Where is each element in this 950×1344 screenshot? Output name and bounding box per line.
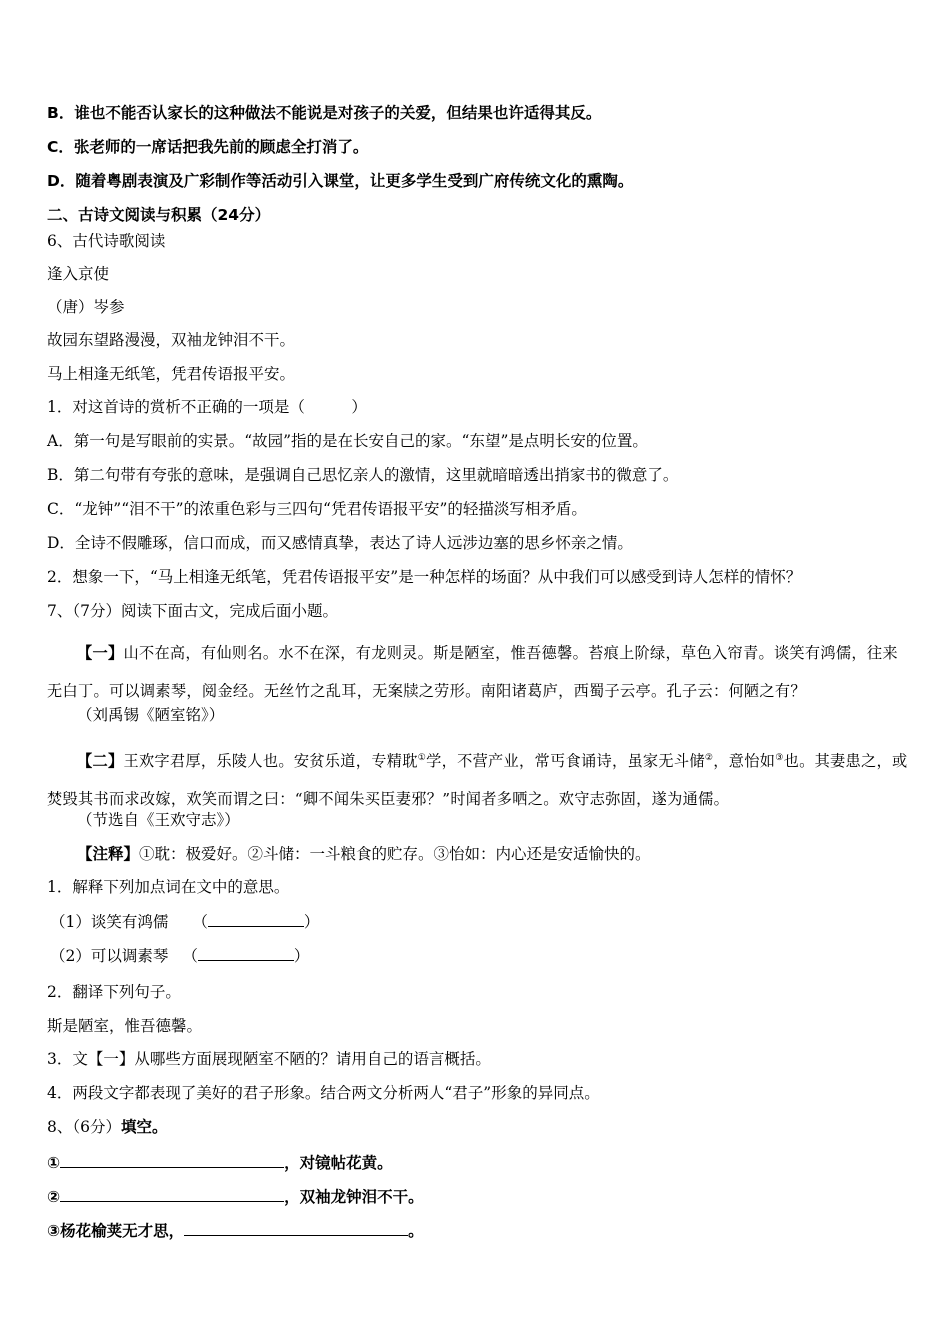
question-7-title: 7、（7分）阅读下面古文，完成后面小题。	[47, 602, 338, 620]
question-6-title: 6、古代诗歌阅读	[47, 232, 166, 250]
option-b: B．谁也不能否认家长的这种做法不能说是对孩子的关爱，但结果也许适得其反。	[47, 104, 602, 122]
poem-line-1: 故园东望路漫漫，双袖龙钟泪不干。	[47, 331, 296, 349]
translate-sentence: 斯是陋室，惟吾德馨。	[47, 1017, 203, 1035]
text-1-source: （刘禹锡《陋室铭》）	[77, 706, 225, 724]
question-8-number: 8、（6分）	[47, 1118, 121, 1136]
note-ref-3: ③	[775, 753, 784, 763]
annotation-label: 【注释】	[77, 845, 140, 863]
question-7-item-1	[50, 910, 910, 932]
question-7-sub-4: 4．两段文字都表现了美好的君子形象。结合两文分析两人“君子”形象的异同点。	[47, 1084, 600, 1102]
text-2-part-d: 也。其妻患之，或焚毁其书而求改嫁，欢笑而谓之曰：“卿不闻朱买臣妻邪？”时闻者多哂之。欢守志弥固，遂为通儒。	[47, 752, 908, 809]
fill-blank-2[interactable]	[60, 1185, 284, 1202]
question-8-instruction: 填空。	[120, 1118, 168, 1136]
item-1-label: （1）谈笑有鸿儒	[50, 913, 169, 931]
option-c: C．张老师的一席话把我先前的顾虑全打消了。	[47, 138, 369, 156]
text-1-label: 【一】	[77, 644, 124, 662]
note-ref-2: ②	[704, 753, 714, 763]
question-6-sub-1: 1．对这首诗的赏析不正确的一项是（ ）	[47, 398, 367, 416]
answer-blank-1[interactable]	[208, 910, 304, 927]
annotation-text: ①耽：极爱好。②斗储：一斗粮食的贮存。③怡如：内心还是安适愉快的。	[139, 845, 651, 863]
answer-blank-2[interactable]	[198, 944, 294, 961]
fill-item-3	[47, 1219, 910, 1241]
item-2-label: （2）可以调素琴	[50, 947, 169, 965]
fill-item-1-text: ，对镜帖花黄。	[284, 1154, 393, 1172]
fill-blank-1[interactable]	[60, 1151, 284, 1168]
poem-line-2: 马上相逢无纸笔，凭君传语报平安。	[47, 365, 296, 383]
question-7-sub-3: 3．文【一】从哪些方面展现陋室不陋的？请用自己的语言概括。	[47, 1050, 491, 1068]
paren-open: （	[182, 947, 198, 965]
fill-item-3-text: ③杨花榆荚无才思，	[47, 1222, 185, 1240]
text-2-part-b: 学，不营产业，常丐食诵诗，虽家无斗储	[426, 752, 705, 771]
fill-blank-3[interactable]	[184, 1219, 408, 1236]
text-2-part-c: ，意怡如	[713, 752, 776, 771]
text-2-source: （节选自《王欢守志》）	[77, 811, 240, 829]
question-7-item-2	[50, 944, 910, 966]
paren-open: （	[192, 913, 208, 931]
text-2-part-a: 王欢字君厚，乐陵人也。安贫乐道，专精耽	[123, 752, 418, 771]
question-7-sub-2: 2．翻译下列句子。	[47, 983, 181, 1001]
paren-close: ）	[303, 913, 320, 931]
poem-author: （唐）岑参	[47, 298, 125, 316]
question-8-title	[47, 1117, 910, 1137]
question-6-sub-2: 2．想象一下，“马上相逢无纸笔，凭君传语报平安”是一种怎样的场面？从中我们可以感受到诗人怎样的情怀？	[47, 568, 802, 586]
fill-item-2-text: ，双袖龙钟泪不干。	[284, 1188, 424, 1206]
fill-item-2	[47, 1185, 910, 1207]
fill-item-2-num: ②	[47, 1188, 61, 1206]
text-2-label: 【二】	[77, 752, 124, 771]
fill-item-1	[47, 1151, 910, 1173]
question-6-option-c: C．“龙钟”“泪不干”的浓重色彩与三四句“凭君传语报平安”的轻描淡写相矛盾。	[47, 500, 587, 518]
question-7-sub-1: 1．解释下列加点词在文中的意思。	[47, 878, 290, 896]
classical-text-2	[47, 739, 910, 818]
section-heading: 二、古诗文阅读与积累（24分）	[47, 206, 271, 224]
question-6-option-b: B．第二句带有夸张的意味，是强调自己思忆亲人的激情，这里就暗暗透出捎家书的微意了。	[47, 466, 679, 484]
fill-item-3-end: 。	[408, 1222, 424, 1240]
poem-title: 逢入京使	[47, 265, 110, 283]
question-6-option-d: D．全诗不假雕琢，信口而成，而又感情真挚，表达了诗人远涉边塞的思乡怀亲之情。	[47, 534, 633, 552]
option-d: D．随着粤剧表演及广彩制作等活动引入课堂，让更多学生受到广府传统文化的熏陶。	[47, 172, 634, 190]
annotation	[77, 844, 910, 864]
text-1-body: 山不在高，有仙则名。水不在深，有龙则灵。斯是陋室，惟吾德馨。苔痕上阶绿，草色入帘青。谈笑有鸿儒，往来无白丁。可以调素琴，阅金经。无丝竹之乱耳，无案牍之劳形。南阳诸葛庐，西蜀子云亭。孔子云：何陋之有？	[47, 644, 898, 700]
paren-close: ）	[293, 947, 310, 965]
fill-item-1-num: ①	[47, 1154, 61, 1172]
note-ref-1: ①	[417, 753, 427, 763]
question-6-option-a: A．第一句是写眼前的实景。“故园”指的是在长安自己的家。“东望”是点明长安的位置。	[47, 432, 648, 450]
classical-text-1	[47, 634, 910, 710]
